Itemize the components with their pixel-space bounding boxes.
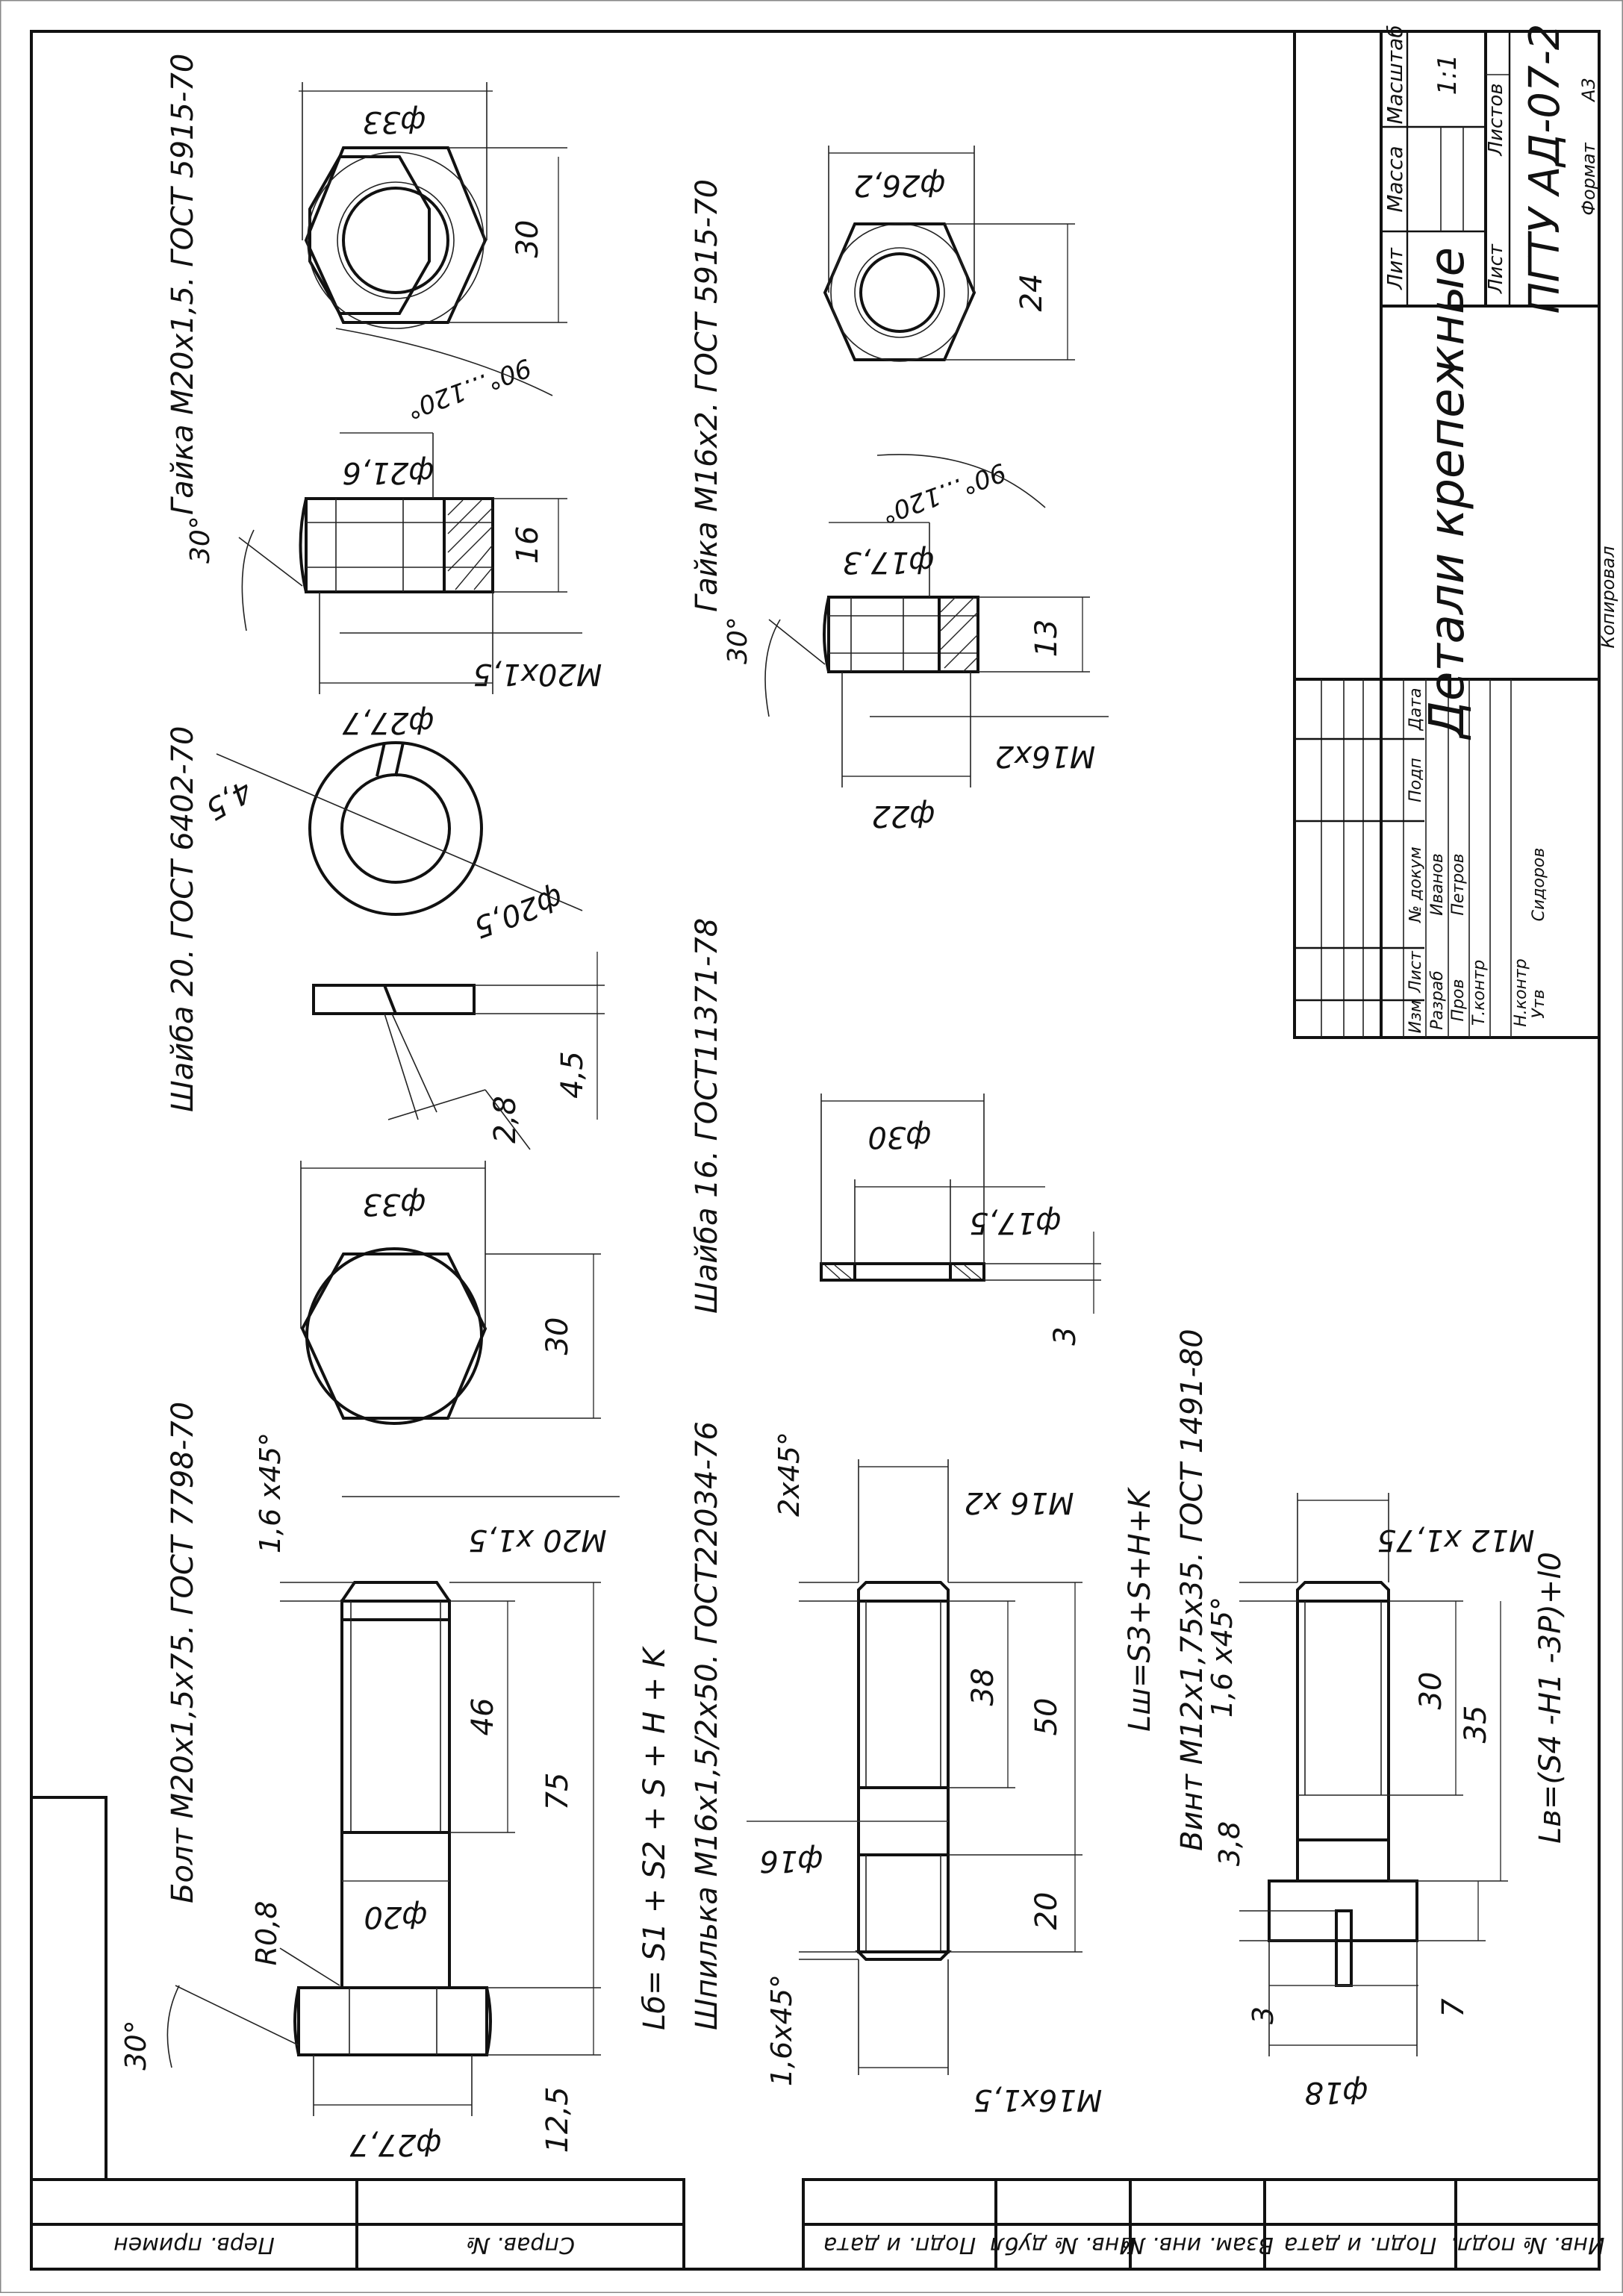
title-list: Лист [1485, 244, 1507, 293]
washer-20-gap: 4,5 [199, 773, 258, 827]
washer-16-caption: Шайба 16. ГОСТ11371-78 [690, 917, 724, 1314]
bolt-head-h: 12,5 [541, 2086, 575, 2153]
nut-m20-d-outer: ф33 [362, 104, 426, 139]
washer-20-w: 2,8 [488, 1096, 523, 1144]
stud-formula: Lб= S1 + S2 + S + H + K [638, 1647, 672, 2030]
nut-m20-a30: 30° [185, 516, 216, 564]
bolt-a30: 30° [119, 2020, 152, 2071]
stud-chamfer-bot: 1,6х45° [765, 1974, 798, 2087]
nut-m20-s: 30 [511, 219, 545, 258]
nut-m20-h: 16 [511, 525, 545, 564]
bolt-head-d: ф33 [362, 1187, 426, 1221]
bolt-head-d2: ф27,7 [349, 2127, 442, 2162]
screw-head-d: ф18 [1304, 2075, 1368, 2109]
stamp-role-0: Разраб [1428, 970, 1447, 1030]
screw-slot: 3,8 [1213, 1821, 1246, 1867]
stamp-head-date: Дата [1407, 687, 1425, 731]
stud-chamfer-top: 2х45° [773, 1431, 806, 1517]
stud-l20: 20 [1029, 1891, 1064, 1930]
screw-formula2: Lв=(S4 -H1 -3P)+l0 [1533, 1552, 1568, 1844]
stamp-head-list: Лист [1407, 951, 1425, 993]
nut-m20-angle: 90°...120° [402, 352, 535, 425]
bolt-radius: R0,8 [250, 1900, 283, 1966]
nut-m16-h: 13 [1029, 619, 1064, 658]
drawing-title: Детали крепежные [1420, 247, 1475, 738]
bolt-caption: Болт М20х1,5х75. ГОСТ 7798-70 [166, 1401, 200, 1903]
washer-20-caption: Шайба 20. ГОСТ 6402-70 [166, 726, 200, 1112]
stud-thread-bot: М16х1,5 [973, 2083, 1103, 2117]
nut-m20-d-chamfer: ф21,6 [342, 455, 434, 490]
title-copied: Копировал [1598, 546, 1619, 649]
nut-m16-d-bearing: ф22 [871, 799, 935, 833]
washer-20-d: ф20,5 [469, 880, 568, 944]
washer-20-thick: 4,5 [555, 1051, 590, 1099]
bolt-head-s: 30 [541, 1317, 575, 1356]
screw-formula: Lш=S3+S+H+K [1123, 1488, 1157, 1732]
screw-l30: 30 [1414, 1671, 1448, 1710]
title-col-scale: Масштаб [1383, 25, 1407, 125]
screw-thread: М12 х1,75 [1377, 1523, 1535, 1557]
nut-m16-angle: 90°...120° [876, 456, 1010, 529]
nut-m16-s: 24 [1015, 273, 1049, 312]
stamp-head-doc: № докум [1407, 846, 1425, 923]
nut-m20-d-bearing: ф27,7 [342, 705, 434, 740]
stamp-name-0: Иванов [1428, 853, 1447, 916]
bottom-label-vzam: Взам. инв. № [1121, 2232, 1274, 2258]
bolt-thread: М20 х1,5 [468, 1523, 607, 1557]
title-format: А3 [1578, 78, 1599, 102]
title-lists: Листов [1485, 83, 1507, 156]
title-col-mass: Масса [1383, 146, 1407, 213]
stud-d16: ф16 [759, 1844, 823, 1878]
washer-16-d-inner: ф17,5 [969, 1205, 1062, 1240]
nut-m20-thread: М20х1,5 [473, 657, 602, 691]
bolt-chamfer: 1,6 х45° [254, 1432, 287, 1554]
title-format-label: Формат [1578, 143, 1599, 216]
washer-16-d-outer: ф30 [867, 1120, 932, 1154]
stamp-name-4: Сидоров [1530, 847, 1548, 922]
screw-caption: Винт М12х1,75х35. ГОСТ 1491-80 [1175, 1329, 1209, 1851]
nut-m16-a30: 30° [723, 617, 753, 664]
nut-m20-caption: Гайка М20х1,5. ГОСТ 5915-70 [166, 53, 200, 515]
nut-m16-thread: М16х2 [994, 739, 1096, 773]
screw-chamfer: 1,6 х45° [1206, 1596, 1239, 1718]
screw-slot-w: 3 [1247, 2006, 1280, 2025]
bolt-shank: ф20 [364, 1900, 428, 1934]
title-scale-value: 1:1 [1433, 54, 1462, 96]
stamp-role-2: Т.контр [1470, 959, 1489, 1026]
nut-m16-caption: Гайка М16х2. ГОСТ 5915-70 [690, 178, 724, 612]
stamp-role-4: Утв [1530, 989, 1548, 1019]
screw-head-h: 7 [1436, 1998, 1471, 2018]
screw-l35: 35 [1459, 1705, 1493, 1744]
bottom-label-perv: Перв. примен [113, 2232, 275, 2258]
title-col-lit: Лит [1383, 248, 1407, 290]
stud-l38: 38 [966, 1668, 1000, 1706]
bottom-label-sprav: Справ. № [466, 2232, 575, 2258]
stud-caption: Шпилька М16х1,5/2х50. ГОСТ22034-76 [690, 1421, 724, 2030]
stamp-name-1: Петров [1449, 853, 1468, 916]
bottom-label-inv-dubl: Инв. № дубл [990, 2232, 1136, 2258]
washer-16-thick: 3 [1048, 1326, 1082, 1346]
bottom-label-inv-podl: Инв. № подл. [1450, 2232, 1605, 2258]
bottom-label-podp1: Подп. и дата [823, 2232, 976, 2258]
bolt-l-thread: 46 [466, 1697, 500, 1736]
stamp-head-sign: Подп [1407, 758, 1425, 802]
stamp-role-3: Н.контр [1512, 958, 1530, 1027]
title-code: ПГТУ АД-07-2 [1521, 23, 1569, 314]
stamp-role-1: Пров [1449, 979, 1468, 1022]
bolt-length: 75 [541, 1772, 575, 1811]
stamp-head-izm: Изм [1407, 999, 1425, 1034]
stud-l50: 50 [1029, 1697, 1064, 1736]
bottom-label-podp2: Подп. и дата [1283, 2232, 1437, 2258]
stud-thread-top: М16 х2 [964, 1485, 1074, 1520]
nut-m16-d-outer: ф26,2 [853, 168, 946, 202]
nut-m16-d-chamfer: ф17,3 [842, 545, 935, 579]
